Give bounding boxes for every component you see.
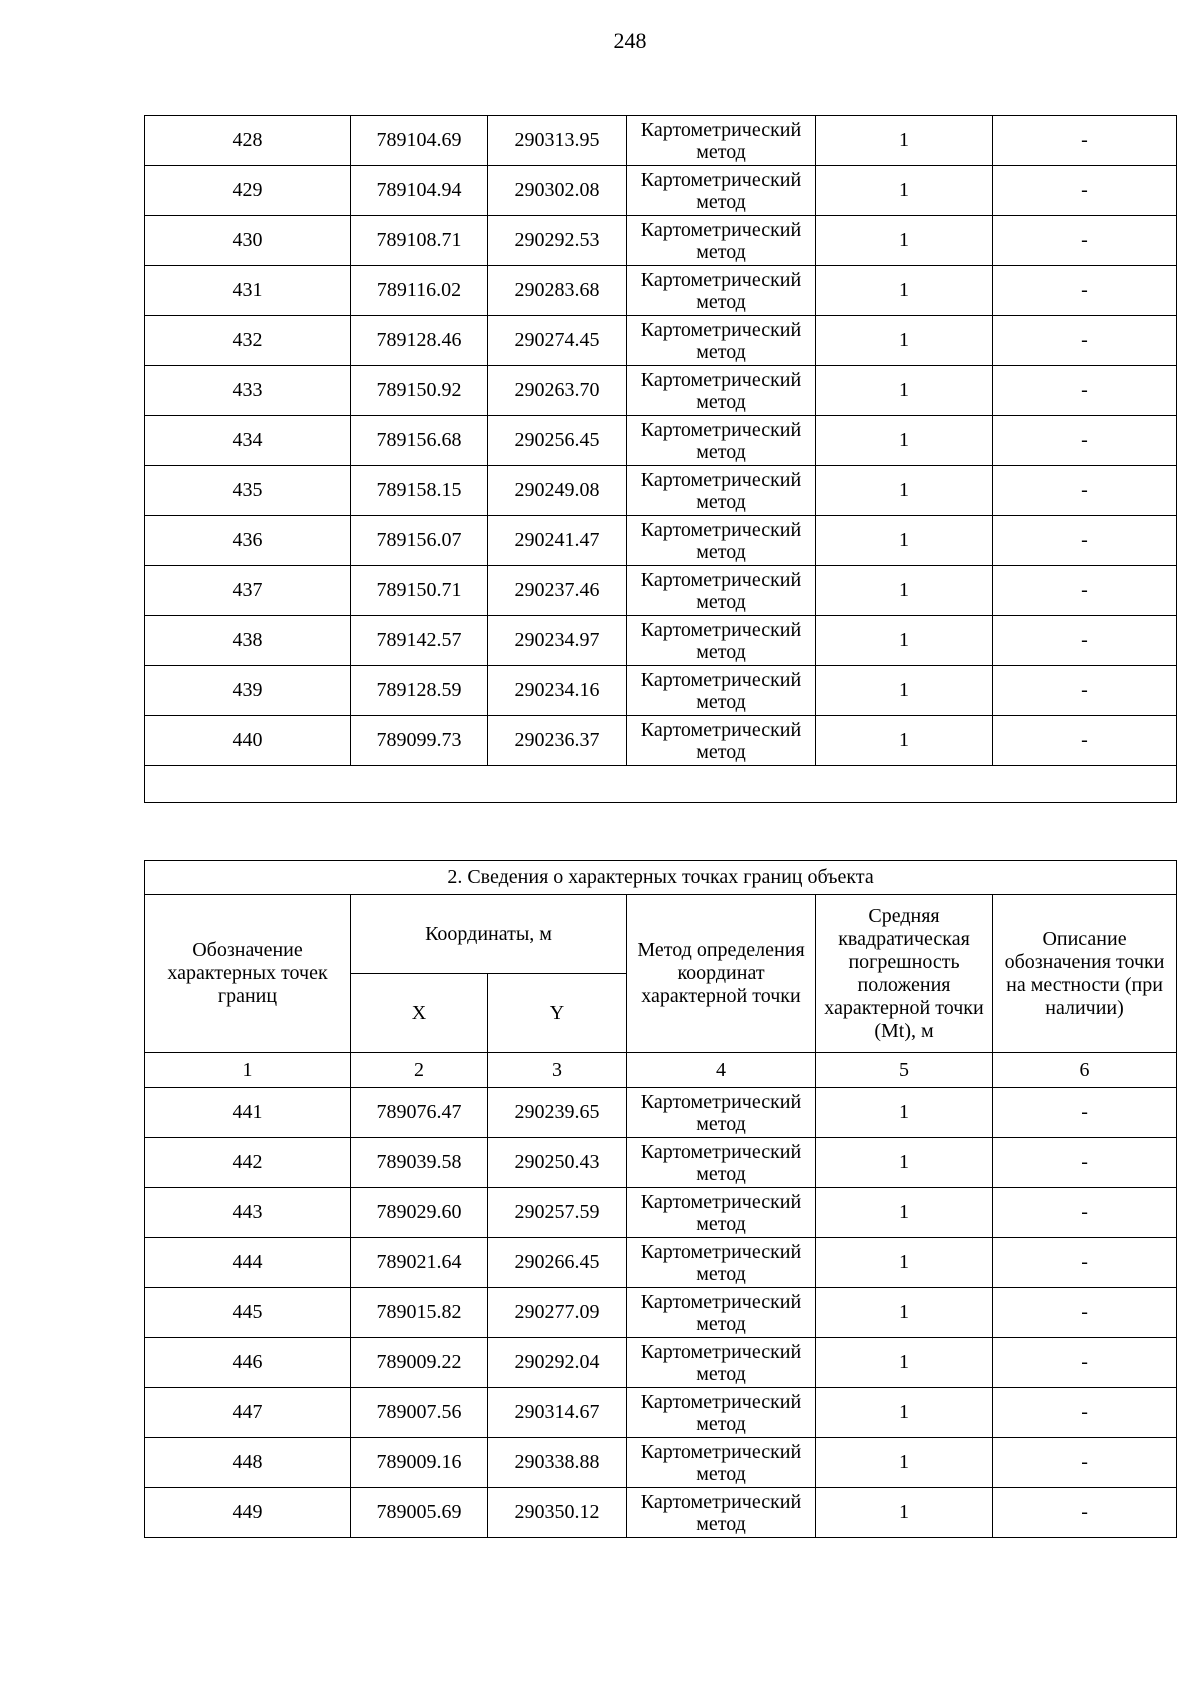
x-coordinate-cell: 789156.07 — [351, 516, 488, 566]
y-coordinate-cell: 290237.46 — [488, 566, 627, 616]
error-cell: 1 — [816, 1388, 993, 1438]
table-row — [145, 616, 1177, 666]
header-error: Средняя квадратическая погрешность положения характерной точки (Mt), м — [816, 895, 993, 1053]
table-row — [145, 166, 1177, 216]
header-row — [145, 895, 1177, 974]
error-cell: 1 — [816, 1438, 993, 1488]
method-cell — [627, 516, 816, 566]
section-title-row — [145, 861, 1177, 895]
method-cell — [627, 666, 816, 716]
table-row — [145, 1288, 1177, 1338]
header-method: Метод определения координат характерной точки — [627, 895, 816, 1053]
method-line: метод — [696, 590, 746, 613]
y-coordinate-cell: 290350.12 — [488, 1488, 627, 1538]
table-row — [145, 1138, 1177, 1188]
description-cell: - — [993, 1238, 1177, 1288]
column-number-row — [145, 1053, 1177, 1088]
x-coordinate-cell: 789009.16 — [351, 1438, 488, 1488]
empty-row — [145, 766, 1177, 803]
method-cell — [627, 566, 816, 616]
header-coordinates: Координаты, м — [351, 895, 627, 974]
x-coordinate-cell: 789142.57 — [351, 616, 488, 666]
point-number-cell: 436 — [145, 516, 351, 566]
x-coordinate-cell: 789156.68 — [351, 416, 488, 466]
x-coordinate-cell: 789099.73 — [351, 716, 488, 766]
point-number-cell: 435 — [145, 466, 351, 516]
table-row — [145, 1388, 1177, 1438]
method-line: метод — [696, 1112, 746, 1135]
description-cell: - — [993, 366, 1177, 416]
error-cell: 1 — [816, 1238, 993, 1288]
error-cell: 1 — [816, 216, 993, 266]
x-coordinate-cell: 789029.60 — [351, 1188, 488, 1238]
column-number: 4 — [627, 1053, 816, 1088]
error-cell: 1 — [816, 566, 993, 616]
column-number: 5 — [816, 1053, 993, 1088]
error-cell: 1 — [816, 1338, 993, 1388]
method-line: метод — [696, 540, 746, 563]
x-coordinate-cell: 789005.69 — [351, 1488, 488, 1538]
point-number-cell: 443 — [145, 1188, 351, 1238]
method-line: Картометрический — [640, 368, 802, 391]
table-row — [145, 1488, 1177, 1538]
method-line: Картометрический — [640, 1240, 802, 1263]
x-coordinate-cell: 789108.71 — [351, 216, 488, 266]
y-coordinate-cell: 290283.68 — [488, 266, 627, 316]
column-number: 2 — [351, 1053, 488, 1088]
method-line: Картометрический — [640, 418, 802, 441]
y-coordinate-cell: 290302.08 — [488, 166, 627, 216]
error-cell: 1 — [816, 116, 993, 166]
method-line: Картометрический — [640, 568, 802, 591]
method-cell — [627, 616, 816, 666]
method-cell — [627, 1188, 816, 1238]
table-body — [145, 116, 1177, 803]
method-line: метод — [696, 1362, 746, 1385]
method-line: Картометрический — [640, 1440, 802, 1463]
error-cell: 1 — [816, 366, 993, 416]
table-header — [145, 861, 1177, 1088]
method-line: Картометрический — [640, 1140, 802, 1163]
method-line: Картометрический — [640, 168, 802, 191]
error-cell: 1 — [816, 166, 993, 216]
method-cell — [627, 116, 816, 166]
point-number-cell: 433 — [145, 366, 351, 416]
boundary-points-table-continued — [144, 115, 1177, 803]
point-number-cell: 440 — [145, 716, 351, 766]
method-line: Картометрический — [640, 318, 802, 341]
error-cell: 1 — [816, 416, 993, 466]
method-cell — [627, 366, 816, 416]
method-cell — [627, 216, 816, 266]
header-y: Y — [488, 974, 627, 1053]
description-cell: - — [993, 166, 1177, 216]
point-number-cell: 448 — [145, 1438, 351, 1488]
error-cell: 1 — [816, 266, 993, 316]
method-line: метод — [696, 690, 746, 713]
method-cell — [627, 316, 816, 366]
method-line: метод — [696, 1312, 746, 1335]
table-body — [145, 1088, 1177, 1538]
point-number-cell: 441 — [145, 1088, 351, 1138]
x-coordinate-cell: 789104.69 — [351, 116, 488, 166]
method-cell — [627, 416, 816, 466]
method-line: метод — [696, 140, 746, 163]
table-row — [145, 216, 1177, 266]
column-number: 3 — [488, 1053, 627, 1088]
method-cell — [627, 1438, 816, 1488]
method-line: Картометрический — [640, 468, 802, 491]
page-number: 248 — [613, 28, 647, 53]
method-line: Картометрический — [640, 218, 802, 241]
description-cell: - — [993, 616, 1177, 666]
x-coordinate-cell: 789021.64 — [351, 1238, 488, 1288]
point-number-cell: 444 — [145, 1238, 351, 1288]
point-number-cell: 449 — [145, 1488, 351, 1538]
point-number-cell: 446 — [145, 1338, 351, 1388]
method-line: Картометрический — [640, 1390, 802, 1413]
y-coordinate-cell: 290250.43 — [488, 1138, 627, 1188]
x-coordinate-cell: 789015.82 — [351, 1288, 488, 1338]
description-cell: - — [993, 1188, 1177, 1238]
method-line: Картометрический — [640, 618, 802, 641]
table-row — [145, 1088, 1177, 1138]
description-cell: - — [993, 666, 1177, 716]
description-cell: - — [993, 1288, 1177, 1338]
y-coordinate-cell: 290314.67 — [488, 1388, 627, 1438]
description-cell: - — [993, 1138, 1177, 1188]
description-cell: - — [993, 1438, 1177, 1488]
method-cell — [627, 1088, 816, 1138]
error-cell: 1 — [816, 1188, 993, 1238]
y-coordinate-cell: 290241.47 — [488, 516, 627, 566]
column-number: 6 — [993, 1053, 1177, 1088]
x-coordinate-cell: 789150.92 — [351, 366, 488, 416]
y-coordinate-cell: 290274.45 — [488, 316, 627, 366]
method-line: Картометрический — [640, 1490, 802, 1513]
y-coordinate-cell: 290256.45 — [488, 416, 627, 466]
y-coordinate-cell: 290313.95 — [488, 116, 627, 166]
method-line: метод — [696, 490, 746, 513]
x-coordinate-cell: 789007.56 — [351, 1388, 488, 1438]
description-cell: - — [993, 516, 1177, 566]
table-row — [145, 1238, 1177, 1288]
method-cell — [627, 166, 816, 216]
error-cell: 1 — [816, 616, 993, 666]
method-line: Картометрический — [640, 268, 802, 291]
y-coordinate-cell: 290292.53 — [488, 216, 627, 266]
point-number-cell: 445 — [145, 1288, 351, 1338]
method-line: метод — [696, 1512, 746, 1535]
table-row — [145, 316, 1177, 366]
point-number-cell: 431 — [145, 266, 351, 316]
point-number-cell: 434 — [145, 416, 351, 466]
description-cell: - — [993, 1088, 1177, 1138]
error-cell: 1 — [816, 316, 993, 366]
x-coordinate-cell: 789039.58 — [351, 1138, 488, 1188]
point-number-cell: 439 — [145, 666, 351, 716]
description-cell: - — [993, 716, 1177, 766]
method-line: Картометрический — [640, 1290, 802, 1313]
method-cell — [627, 1238, 816, 1288]
table-row — [145, 516, 1177, 566]
description-cell: - — [993, 116, 1177, 166]
x-coordinate-cell: 789128.59 — [351, 666, 488, 716]
method-line: Картометрический — [640, 1340, 802, 1363]
x-coordinate-cell: 789076.47 — [351, 1088, 488, 1138]
description-cell: - — [993, 1388, 1177, 1438]
y-coordinate-cell: 290263.70 — [488, 366, 627, 416]
method-line: метод — [696, 240, 746, 263]
y-coordinate-cell: 290277.09 — [488, 1288, 627, 1338]
x-coordinate-cell: 789128.46 — [351, 316, 488, 366]
method-line: Картометрический — [640, 1090, 802, 1113]
description-cell: - — [993, 216, 1177, 266]
method-line: метод — [696, 190, 746, 213]
method-line: Картометрический — [640, 118, 802, 141]
description-cell: - — [993, 316, 1177, 366]
y-coordinate-cell: 290266.45 — [488, 1238, 627, 1288]
method-line: метод — [696, 390, 746, 413]
table-row — [145, 1188, 1177, 1238]
point-number-cell: 432 — [145, 316, 351, 366]
error-cell: 1 — [816, 716, 993, 766]
method-line: Картометрический — [640, 518, 802, 541]
description-cell: - — [993, 266, 1177, 316]
method-line: метод — [696, 1262, 746, 1285]
error-cell: 1 — [816, 1288, 993, 1338]
header-description: Описание обозначения точки на местности (при наличии) — [993, 895, 1177, 1053]
error-cell: 1 — [816, 1488, 993, 1538]
table-row — [145, 366, 1177, 416]
method-line: метод — [696, 1412, 746, 1435]
x-coordinate-cell: 789150.71 — [351, 566, 488, 616]
method-cell — [627, 266, 816, 316]
section-title: 2. Сведения о характерных точках границ объекта — [145, 861, 1177, 895]
empty-cell — [145, 766, 1177, 803]
point-number-cell: 428 — [145, 116, 351, 166]
method-line: метод — [696, 1212, 746, 1235]
y-coordinate-cell: 290292.04 — [488, 1338, 627, 1388]
method-cell — [627, 1488, 816, 1538]
y-coordinate-cell: 290257.59 — [488, 1188, 627, 1238]
error-cell: 1 — [816, 516, 993, 566]
table-row — [145, 1338, 1177, 1388]
table-row — [145, 666, 1177, 716]
method-cell — [627, 716, 816, 766]
y-coordinate-cell: 290236.37 — [488, 716, 627, 766]
description-cell: - — [993, 566, 1177, 616]
description-cell: - — [993, 1338, 1177, 1388]
method-line: Картометрический — [640, 1190, 802, 1213]
point-number-cell: 437 — [145, 566, 351, 616]
point-number-cell: 447 — [145, 1388, 351, 1438]
table-row — [145, 566, 1177, 616]
table-row — [145, 416, 1177, 466]
y-coordinate-cell: 290239.65 — [488, 1088, 627, 1138]
y-coordinate-cell: 290249.08 — [488, 466, 627, 516]
y-coordinate-cell: 290234.97 — [488, 616, 627, 666]
method-cell — [627, 1288, 816, 1338]
method-line: метод — [696, 740, 746, 763]
method-cell — [627, 466, 816, 516]
description-cell: - — [993, 466, 1177, 516]
column-number: 1 — [145, 1053, 351, 1088]
method-line: метод — [696, 1462, 746, 1485]
method-cell — [627, 1338, 816, 1388]
method-cell — [627, 1138, 816, 1188]
boundary-points-table — [144, 860, 1177, 1538]
method-line: метод — [696, 440, 746, 463]
table-row — [145, 266, 1177, 316]
table-row — [145, 716, 1177, 766]
method-line: метод — [696, 340, 746, 363]
table-row — [145, 466, 1177, 516]
x-coordinate-cell: 789104.94 — [351, 166, 488, 216]
method-line: Картометрический — [640, 718, 802, 741]
error-cell: 1 — [816, 466, 993, 516]
method-line: метод — [696, 1162, 746, 1185]
description-cell: - — [993, 1488, 1177, 1538]
method-line: Картометрический — [640, 668, 802, 691]
error-cell: 1 — [816, 1138, 993, 1188]
x-coordinate-cell: 789116.02 — [351, 266, 488, 316]
header-x: X — [351, 974, 488, 1053]
point-number-cell: 430 — [145, 216, 351, 266]
point-number-cell: 438 — [145, 616, 351, 666]
y-coordinate-cell: 290234.16 — [488, 666, 627, 716]
error-cell: 1 — [816, 1088, 993, 1138]
error-cell: 1 — [816, 666, 993, 716]
table-row — [145, 1438, 1177, 1488]
point-number-cell: 429 — [145, 166, 351, 216]
method-line: метод — [696, 290, 746, 313]
method-line: метод — [696, 640, 746, 663]
header-point-designation: Обозначение характерных точек границ — [145, 895, 351, 1053]
x-coordinate-cell: 789158.15 — [351, 466, 488, 516]
point-number-cell: 442 — [145, 1138, 351, 1188]
x-coordinate-cell: 789009.22 — [351, 1338, 488, 1388]
y-coordinate-cell: 290338.88 — [488, 1438, 627, 1488]
method-cell — [627, 1388, 816, 1438]
table-row — [145, 116, 1177, 166]
description-cell: - — [993, 416, 1177, 466]
